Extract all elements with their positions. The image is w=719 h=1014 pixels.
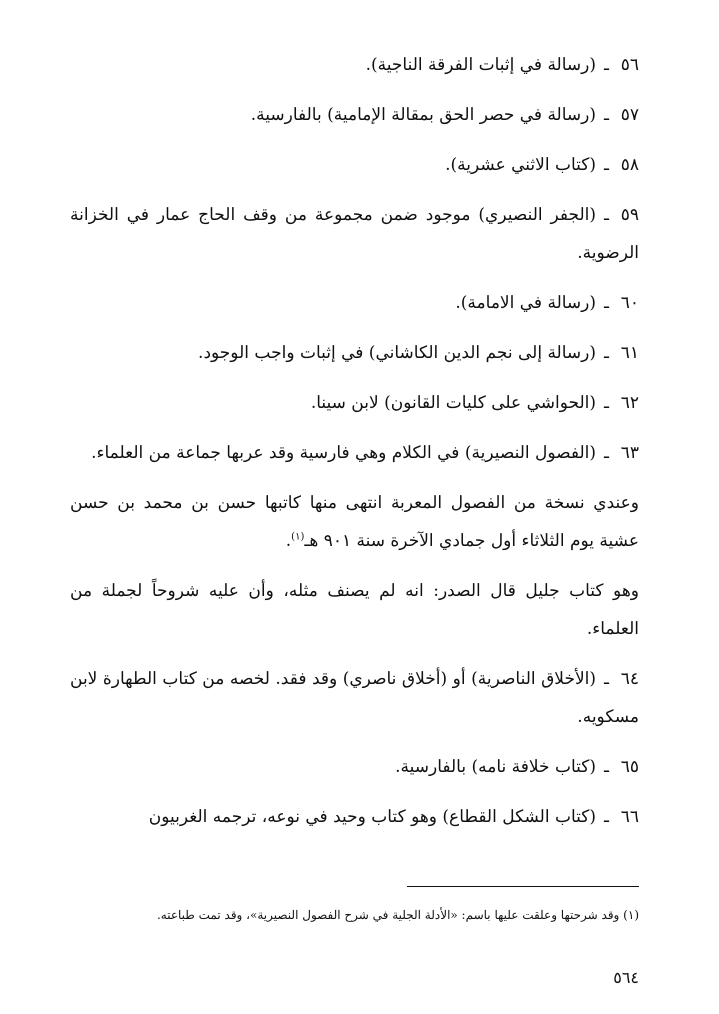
entry-number: ٦١	[620, 343, 639, 363]
footnote-divider	[407, 886, 639, 887]
entry-number: ٦٣	[620, 443, 639, 463]
entry-text: (رسالة في حصر الحق بمقالة الإمامية) بالفارسية.	[250, 105, 597, 125]
list-item	[70, 46, 639, 84]
entry-dash: ـ	[604, 443, 609, 463]
list-item	[70, 798, 639, 836]
entry-text: (رسالة إلى نجم الدين الكاشاني) في إثبات واجب الوجود.	[198, 343, 597, 363]
entry-text: (رسالة في إثبات الفرقة الناجية).	[365, 55, 597, 75]
entry-number: ٦٢	[620, 393, 639, 413]
entry-text: (كتاب الشكل القطاع) وهو كتاب وحيد في نوعه، ترجمه الغربيون	[148, 807, 597, 827]
footnote: (١) وقد شرحتها وعلقت عليها باسم: «الأدلة الجلية في شرح الفصول النصيرية»، وقد تمت طباعته.	[156, 908, 639, 922]
entry-text: (كتاب خلافة نامه) بالفارسية.	[395, 757, 597, 777]
entry-dash: ـ	[604, 55, 609, 75]
note-end: .	[285, 531, 292, 551]
list-item	[70, 384, 639, 422]
entry-text: (الفصول النصيرية) في الكلام وهي فارسية وقد عربها جماعة من العلماء.	[91, 443, 597, 463]
entry-dash: ـ	[604, 343, 609, 363]
entry-dash: ـ	[604, 205, 609, 225]
entry-number: ٥٨	[620, 155, 639, 175]
entry-dash: ـ	[604, 807, 609, 827]
entry-number: ٥٩	[620, 205, 639, 225]
entry-number: ٥٦	[620, 55, 639, 75]
praise-paragraph: وهو كتاب جليل قال الصدر: انه لم يصنف مثله، وأن عليه شروحاً لجملة من العلماء.	[70, 581, 639, 639]
list-item	[70, 748, 639, 786]
list-item	[70, 96, 639, 134]
list-item	[70, 434, 639, 472]
entry-dash: ـ	[604, 293, 609, 313]
entry-number: ٥٧	[620, 105, 639, 125]
list-item	[70, 146, 639, 184]
entry-text: (الجفر النصيري) موجود ضمن مجموعة من وقف الحاج عمار في الخزانة الرضوية.	[70, 205, 639, 263]
entry-dash: ـ	[604, 669, 609, 689]
entry-number: ٦٠	[620, 293, 639, 313]
list-item	[70, 334, 639, 372]
list-item	[70, 196, 639, 272]
page-body	[70, 46, 639, 848]
entry-number: ٦٦	[620, 807, 639, 827]
page-number: ٥٦٤	[613, 968, 639, 987]
entry-dash: ـ	[604, 393, 609, 413]
entry-text: (رسالة في الامامة).	[455, 293, 597, 313]
entry-text: (كتاب الاثني عشرية).	[445, 155, 597, 175]
entry-dash: ـ	[604, 757, 609, 777]
entry-text: (الحواشي على كليات القانون) لابن سينا.	[310, 393, 597, 413]
entry-number: ٦٤	[620, 669, 639, 689]
entry-text: (الأخلاق الناصرية) أو (أخلاق ناصري) وقد فقد. لخصه من كتاب الطهارة لابن مسكويه.	[70, 669, 639, 727]
note-paragraph	[70, 484, 639, 560]
footnote-reference[interactable]: (١)	[291, 531, 305, 543]
list-item	[70, 284, 639, 322]
entry-dash: ـ	[604, 105, 609, 125]
entry-number: ٦٥	[620, 757, 639, 777]
note-text: وعندي نسخة من الفصول المعربة انتهى منها كاتبها حسن بن محمد بن حسن عشية يوم الثلاثاء أول جمادي الآخرة سنة ٩٠١ هـ	[70, 493, 639, 551]
list-item	[70, 660, 639, 736]
entry-dash: ـ	[604, 155, 609, 175]
